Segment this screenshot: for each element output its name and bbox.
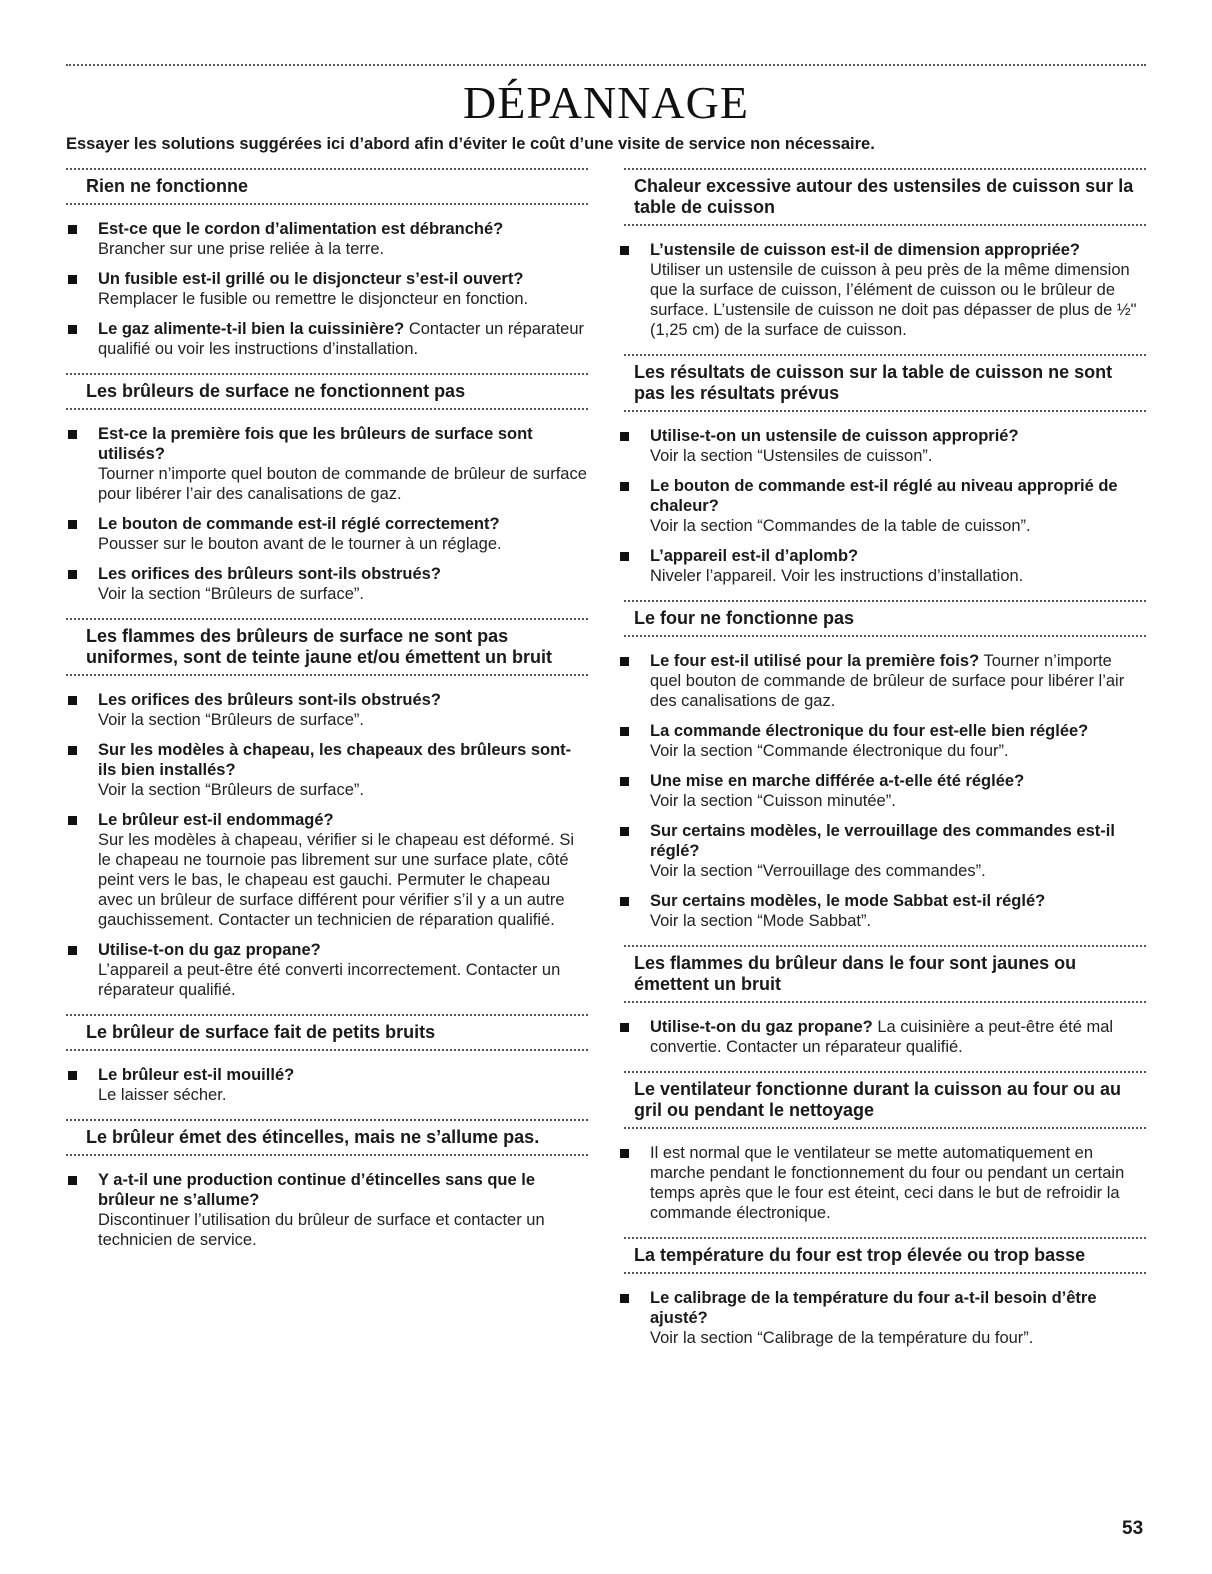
section-heading: Le brûleur émet des étincelles, mais ne s’allume pas. bbox=[66, 1119, 588, 1156]
square-bullet-icon bbox=[620, 897, 629, 906]
left-column bbox=[66, 168, 588, 1362]
answer-text: Discontinuer l’utilisation du brûleur de surface et contacter un technicien de service. bbox=[98, 1211, 545, 1249]
answer-text: Sur les modèles à chapeau, vérifier si le chapeau est déformé. Si le chapeau ne tournoie pas librement sur une surface plate, côté peint vers le bas, le chapeau est gauchi. Permuter le chapeau avec un brûleur de surface différent pour vérifier s’il y a un autre gauchissement. Contacter un technicien de réparation qualifié. bbox=[98, 831, 575, 929]
troubleshooting-section bbox=[66, 373, 588, 604]
answer-text: Voir la section “Mode Sabbat”. bbox=[650, 912, 872, 930]
question-text: Une mise en marche différée a-t-elle été réglée? bbox=[650, 772, 1025, 790]
list-item bbox=[66, 514, 588, 554]
list-item bbox=[66, 740, 588, 800]
question-text: Un fusible est-il grillé ou le disjoncteur s’est-il ouvert? bbox=[98, 270, 524, 288]
answer-text: Il est normal que le ventilateur se mette automatiquement en marche pendant le fonctionnement du four ou pendant un certain temps après que le four est éteint, ceci dans le but de refroidir la commande électronique. bbox=[650, 1144, 1125, 1222]
list-item bbox=[66, 1170, 588, 1250]
list-item bbox=[66, 269, 588, 309]
answer-text: Tourner n’importe quel bouton de commande de brûleur de surface pour libérer l’air des canalisations de gaz. bbox=[98, 465, 587, 503]
question-text: L’appareil est-il d’aplomb? bbox=[650, 547, 859, 565]
troubleshooting-section bbox=[624, 600, 1146, 931]
troubleshooting-section bbox=[66, 168, 588, 359]
list-item bbox=[66, 810, 588, 930]
answer-text: Voir la section “Brûleurs de surface”. bbox=[98, 781, 364, 799]
section-heading: Les flammes du brûleur dans le four sont jaunes ou émettent un bruit bbox=[624, 945, 1146, 1003]
list-item bbox=[624, 240, 1146, 340]
answer-text: Contacter un réparateur qualifié ou voir les instructions d’installation. bbox=[98, 320, 585, 358]
list-item bbox=[624, 1288, 1146, 1348]
intro-text: Essayer les solutions suggérées ici d’abord afin d’éviter le coût d’une visite de service non nécessaire. bbox=[66, 135, 875, 153]
question-text: Les orifices des brûleurs sont-ils obstrués? bbox=[98, 565, 441, 583]
section-heading: Le ventilateur fonctionne durant la cuisson au four ou au gril ou pendant le nettoyage bbox=[624, 1071, 1146, 1129]
answer-text: Voir la section “Verrouillage des commandes”. bbox=[650, 862, 986, 880]
list-item bbox=[624, 426, 1146, 466]
question-text: Y a-t-il une production continue d’étincelles sans que le brûleur ne s’allume? bbox=[98, 1171, 536, 1209]
columns bbox=[66, 168, 1146, 1362]
troubleshooting-section bbox=[66, 618, 588, 1000]
square-bullet-icon bbox=[68, 746, 77, 755]
square-bullet-icon bbox=[620, 432, 629, 441]
list-item bbox=[624, 821, 1146, 881]
list-item bbox=[66, 940, 588, 1000]
square-bullet-icon bbox=[620, 246, 629, 255]
square-bullet-icon bbox=[620, 1149, 629, 1158]
question-text: Le four est-il utilisé pour la première fois? bbox=[650, 652, 980, 670]
troubleshooting-section bbox=[624, 1237, 1146, 1348]
square-bullet-icon bbox=[68, 520, 77, 529]
square-bullet-icon bbox=[620, 482, 629, 491]
list-item bbox=[624, 721, 1146, 761]
list-item bbox=[66, 319, 588, 359]
square-bullet-icon bbox=[68, 1071, 77, 1080]
troubleshooting-section bbox=[624, 945, 1146, 1057]
answer-text: Remplacer le fusible ou remettre le disjoncteur en fonction. bbox=[98, 290, 529, 308]
answer-text: Pousser sur le bouton avant de le tourner à un réglage. bbox=[98, 535, 502, 553]
question-text: Le brûleur est-il endommagé? bbox=[98, 811, 334, 829]
square-bullet-icon bbox=[68, 430, 77, 439]
answer-text: Brancher sur une prise reliée à la terre. bbox=[98, 240, 385, 258]
square-bullet-icon bbox=[68, 570, 77, 579]
square-bullet-icon bbox=[68, 275, 77, 284]
square-bullet-icon bbox=[620, 777, 629, 786]
troubleshooting-section bbox=[624, 354, 1146, 586]
section-heading: Les résultats de cuisson sur la table de cuisson ne sont pas les résultats prévus bbox=[624, 354, 1146, 412]
answer-text: Voir la section “Cuisson minutée”. bbox=[650, 792, 896, 810]
square-bullet-icon bbox=[620, 727, 629, 736]
question-text: L’ustensile de cuisson est-il de dimension appropriée? bbox=[650, 241, 1081, 259]
right-column bbox=[624, 168, 1146, 1362]
square-bullet-icon bbox=[68, 816, 77, 825]
list-item bbox=[624, 546, 1146, 586]
question-text: Le bouton de commande est-il réglé au niveau approprié de chaleur? bbox=[650, 477, 1118, 515]
answer-text: Voir la section “Brûleurs de surface”. bbox=[98, 585, 364, 603]
answer-text: Niveler l’appareil. Voir les instructions d’installation. bbox=[650, 567, 1024, 585]
answer-text: Voir la section “Calibrage de la température du four”. bbox=[650, 1329, 1034, 1347]
list-item bbox=[624, 476, 1146, 536]
square-bullet-icon bbox=[620, 657, 629, 666]
section-heading: Rien ne fonctionne bbox=[66, 168, 588, 205]
question-text: Les orifices des brûleurs sont-ils obstrués? bbox=[98, 691, 441, 709]
list-item bbox=[624, 771, 1146, 811]
page bbox=[66, 64, 1146, 1362]
question-text: Utilise-t-on un ustensile de cuisson approprié? bbox=[650, 427, 1019, 445]
list-item bbox=[66, 564, 588, 604]
section-heading: Le four ne fonctionne pas bbox=[624, 600, 1146, 637]
question-text: Utilise-t-on du gaz propane? bbox=[98, 941, 321, 959]
list-item bbox=[624, 1143, 1146, 1223]
question-text: Le gaz alimente-t-il bien la cuissinière? bbox=[98, 320, 405, 338]
list-item bbox=[66, 1065, 588, 1105]
section-heading: La température du four est trop élevée ou trop basse bbox=[624, 1237, 1146, 1274]
answer-text: Tourner n’importe quel bouton de commande de brûleur de surface pour libérer l’air des canalisations de gaz. bbox=[650, 652, 1125, 710]
list-item bbox=[66, 424, 588, 504]
square-bullet-icon bbox=[620, 1023, 629, 1032]
square-bullet-icon bbox=[68, 1176, 77, 1185]
square-bullet-icon bbox=[620, 827, 629, 836]
square-bullet-icon bbox=[620, 1294, 629, 1303]
question-text: Est-ce que le cordon d’alimentation est débranché? bbox=[98, 220, 504, 238]
answer-text: Utiliser un ustensile de cuisson à peu près de la même dimension que la surface de cuisson, l’élément de cuisson ou le brûleur de surface. L’ustensile de cuisson ne doit pas dépasser de plus de ½" (1,25 cm) de la surface de cuisson. bbox=[650, 261, 1137, 339]
question-text: Le bouton de commande est-il réglé correctement? bbox=[98, 515, 500, 533]
square-bullet-icon bbox=[68, 946, 77, 955]
troubleshooting-section bbox=[624, 1071, 1146, 1223]
square-bullet-icon bbox=[68, 696, 77, 705]
list-item bbox=[624, 891, 1146, 931]
top-rule bbox=[66, 64, 1146, 66]
question-text: La commande électronique du four est-elle bien réglée? bbox=[650, 722, 1089, 740]
square-bullet-icon bbox=[68, 325, 77, 334]
question-text: Le brûleur est-il mouillé? bbox=[98, 1066, 295, 1084]
section-heading: Les flammes des brûleurs de surface ne sont pas uniformes, sont de teinte jaune et/ou émettent un bruit bbox=[66, 618, 588, 676]
section-heading: Chaleur excessive autour des ustensiles de cuisson sur la table de cuisson bbox=[624, 168, 1146, 226]
troubleshooting-section bbox=[624, 168, 1146, 340]
answer-text: Voir la section “Commande électronique du four”. bbox=[650, 742, 1009, 760]
answer-text: Voir la section “Brûleurs de surface”. bbox=[98, 711, 364, 729]
page-number: 53 bbox=[1122, 1518, 1144, 1539]
answer-text: Voir la section “Commandes de la table de cuisson”. bbox=[650, 517, 1031, 535]
question-text: Sur certains modèles, le mode Sabbat est-il réglé? bbox=[650, 892, 1046, 910]
troubleshooting-section bbox=[66, 1119, 588, 1250]
answer-text: Le laisser sécher. bbox=[98, 1086, 227, 1104]
question-text: Utilise-t-on du gaz propane? bbox=[650, 1018, 873, 1036]
page-title: DÉPANNAGE bbox=[463, 77, 749, 128]
answer-text: L’appareil a peut-être été converti incorrectement. Contacter un réparateur qualifié. bbox=[98, 961, 561, 999]
list-item bbox=[624, 651, 1146, 711]
answer-text: Voir la section “Ustensiles de cuisson”. bbox=[650, 447, 933, 465]
question-text: Le calibrage de la température du four a-t-il besoin d’être ajusté? bbox=[650, 1289, 1097, 1327]
answer-text: La cuisinière a peut-être été mal convertie. Contacter un réparateur qualifié. bbox=[650, 1018, 1114, 1056]
question-text: Sur certains modèles, le verrouillage des commandes est-il réglé? bbox=[650, 822, 1115, 860]
square-bullet-icon bbox=[68, 225, 77, 234]
list-item bbox=[66, 690, 588, 730]
section-heading: Le brûleur de surface fait de petits bruits bbox=[66, 1014, 588, 1051]
troubleshooting-section bbox=[66, 1014, 588, 1105]
square-bullet-icon bbox=[620, 552, 629, 561]
question-text: Sur les modèles à chapeau, les chapeaux des brûleurs sont-ils bien installés? bbox=[98, 741, 572, 779]
list-item bbox=[624, 1017, 1146, 1057]
question-text: Est-ce la première fois que les brûleurs de surface sont utilisés? bbox=[98, 425, 533, 463]
section-heading: Les brûleurs de surface ne fonctionnent pas bbox=[66, 373, 588, 410]
list-item bbox=[66, 219, 588, 259]
